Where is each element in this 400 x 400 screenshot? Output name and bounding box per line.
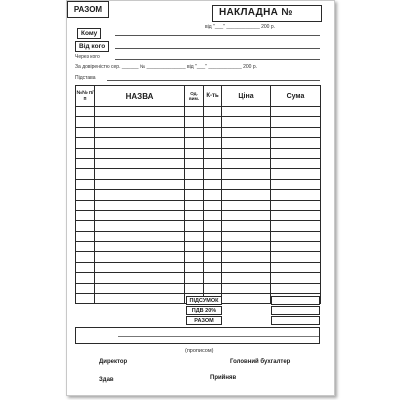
table-cell[interactable] (204, 242, 222, 252)
table-cell[interactable] (185, 273, 204, 283)
table-cell[interactable] (204, 200, 222, 210)
table-cell[interactable] (271, 107, 321, 117)
table-cell[interactable] (204, 190, 222, 200)
table-cell[interactable] (95, 273, 185, 283)
column-header-sum: Сума (271, 86, 321, 107)
table-cell[interactable] (204, 158, 222, 168)
table-row (76, 283, 321, 293)
in-words-note: (прописом) (185, 348, 214, 354)
table-cell[interactable] (271, 231, 321, 241)
table-row (76, 179, 321, 189)
table-cell[interactable] (95, 179, 185, 189)
items-table (75, 85, 321, 304)
table-cell[interactable] (271, 158, 321, 168)
table-cell[interactable] (222, 262, 271, 272)
table-row (76, 158, 321, 168)
to-field-line[interactable] (115, 35, 320, 36)
table-cell[interactable] (95, 231, 185, 241)
table-cell[interactable] (222, 169, 271, 179)
table-cell[interactable] (204, 138, 222, 148)
table-cell[interactable] (185, 190, 204, 200)
table-cell[interactable] (95, 158, 185, 168)
from-label: Від кого (75, 41, 109, 52)
table-row (76, 262, 321, 272)
table-header-row (76, 86, 321, 107)
table-cell[interactable] (185, 231, 204, 241)
table-row (76, 242, 321, 252)
column-header-price: Ціна (222, 86, 271, 107)
table-cell[interactable] (185, 117, 204, 127)
table-cell[interactable] (271, 283, 321, 293)
table-cell[interactable] (222, 179, 271, 189)
table-cell[interactable] (76, 117, 95, 127)
table-cell[interactable] (222, 252, 271, 262)
table-cell[interactable] (76, 138, 95, 148)
total-label: РАЗОМ (186, 316, 222, 325)
table-cell[interactable] (185, 169, 204, 179)
table-cell[interactable] (204, 210, 222, 220)
table-row (76, 117, 321, 127)
table-cell[interactable] (204, 273, 222, 283)
table-cell[interactable] (204, 262, 222, 272)
table-cell[interactable] (185, 283, 204, 293)
table-cell[interactable] (222, 117, 271, 127)
column-header-number: №№ п/п (76, 86, 95, 107)
table-cell[interactable] (222, 107, 271, 117)
invoice-sheet (66, 0, 335, 396)
table-cell[interactable] (76, 148, 95, 158)
table-cell[interactable] (271, 117, 321, 127)
table-cell[interactable] (222, 221, 271, 231)
table-cell[interactable] (271, 242, 321, 252)
table-cell[interactable] (76, 158, 95, 168)
table-cell[interactable] (95, 107, 185, 117)
table-cell[interactable] (76, 200, 95, 210)
table-cell[interactable] (271, 148, 321, 158)
table-cell[interactable] (76, 273, 95, 283)
table-cell[interactable] (76, 210, 95, 220)
table-cell[interactable] (204, 221, 222, 231)
table-cell[interactable] (204, 117, 222, 127)
table-cell[interactable] (222, 294, 271, 304)
table-cell[interactable] (185, 242, 204, 252)
table-cell[interactable] (76, 190, 95, 200)
table-cell[interactable] (95, 200, 185, 210)
column-header-unit: Од. вим. (185, 86, 204, 107)
table-cell[interactable] (204, 231, 222, 241)
table-cell[interactable] (222, 200, 271, 210)
table-cell[interactable] (204, 107, 222, 117)
table-row (76, 273, 321, 283)
table-cell[interactable] (185, 179, 204, 189)
table-cell[interactable] (222, 283, 271, 293)
delivered-by-signature-label: Здав (99, 377, 114, 383)
table-row (76, 127, 321, 137)
table-cell[interactable] (95, 294, 185, 304)
table-cell[interactable] (222, 242, 271, 252)
table-cell[interactable] (222, 148, 271, 158)
table-cell[interactable] (95, 242, 185, 252)
table-cell[interactable] (76, 242, 95, 252)
table-cell[interactable] (271, 127, 321, 137)
table-cell[interactable] (271, 273, 321, 283)
table-cell[interactable] (95, 169, 185, 179)
table-cell[interactable] (271, 138, 321, 148)
table-cell[interactable] (271, 190, 321, 200)
table-cell[interactable] (222, 273, 271, 283)
table-cell[interactable] (95, 221, 185, 231)
director-signature-label: Директор (99, 359, 128, 365)
table-cell[interactable] (222, 190, 271, 200)
invoice-date-line: від "___" ____________ 200 р. (205, 24, 276, 30)
table-cell[interactable] (95, 283, 185, 293)
received-by-signature-label: Прийняв (210, 375, 237, 381)
table-cell[interactable] (95, 148, 185, 158)
table-cell[interactable] (76, 107, 95, 117)
table-row (76, 231, 321, 241)
table-cell[interactable] (185, 262, 204, 272)
table-row (76, 200, 321, 210)
table-cell[interactable] (76, 221, 95, 231)
table-cell[interactable] (76, 127, 95, 137)
table-cell[interactable] (95, 190, 185, 200)
table-cell[interactable] (222, 127, 271, 137)
table-cell[interactable] (222, 158, 271, 168)
table-cell[interactable] (271, 262, 321, 272)
table-cell[interactable] (204, 179, 222, 189)
invoice-title: НАКЛАДНА № (219, 7, 293, 18)
table-row (76, 210, 321, 220)
table-cell[interactable] (76, 231, 95, 241)
vat-label: ПДВ 20% (186, 306, 222, 315)
column-header-quantity: К-ть (204, 86, 222, 107)
table-cell[interactable] (185, 127, 204, 137)
from-field-line[interactable] (115, 48, 320, 49)
table-cell[interactable] (185, 107, 204, 117)
via-label: Через кого (75, 54, 100, 60)
via-field-line[interactable] (115, 59, 320, 60)
table-cell[interactable] (95, 252, 185, 262)
subtotal-label: ПІДСУМОК (186, 296, 222, 305)
basis-label: Підстава (75, 75, 96, 81)
table-cell[interactable] (95, 127, 185, 137)
total-in-words-label: РАЗОМ (67, 1, 109, 18)
table-cell[interactable] (222, 231, 271, 241)
table-row (76, 107, 321, 117)
chief-accountant-signature-label: Головний бухгалтер (230, 359, 291, 365)
table-cell[interactable] (185, 138, 204, 148)
table-cell[interactable] (271, 252, 321, 262)
table-cell[interactable] (76, 169, 95, 179)
table-cell[interactable] (204, 283, 222, 293)
table-cell[interactable] (271, 221, 321, 231)
table-cell[interactable] (185, 158, 204, 168)
column-header-name: НАЗВА (95, 86, 185, 107)
total-in-words-line (118, 336, 319, 337)
table-cell[interactable] (185, 252, 204, 262)
table-cell[interactable] (95, 210, 185, 220)
table-row (76, 169, 321, 179)
table-cell[interactable] (76, 283, 95, 293)
table-cell[interactable] (271, 169, 321, 179)
table-row (76, 148, 321, 158)
table-cell[interactable] (204, 127, 222, 137)
table-cell[interactable] (271, 179, 321, 189)
table-cell[interactable] (76, 252, 95, 262)
table-row (76, 138, 321, 148)
to-label: Кому (77, 28, 101, 39)
table-cell[interactable] (222, 210, 271, 220)
table-cell[interactable] (204, 252, 222, 262)
table-cell[interactable] (95, 117, 185, 127)
table-cell[interactable] (271, 200, 321, 210)
total-value[interactable] (271, 316, 320, 325)
table-cell[interactable] (95, 262, 185, 272)
vat-value[interactable] (271, 306, 320, 315)
table-row (76, 190, 321, 200)
table-row (76, 221, 321, 231)
table-cell[interactable] (76, 294, 95, 304)
table-cell[interactable] (185, 221, 204, 231)
basis-field-line[interactable] (107, 80, 320, 81)
table-cell[interactable] (185, 148, 204, 158)
power-of-attorney-label: За довіреністю сер. ______ № ______________ від "___" ____________ 200 р. (75, 64, 258, 70)
table-cell[interactable] (95, 138, 185, 148)
table-row (76, 252, 321, 262)
subtotal-value[interactable] (271, 296, 320, 305)
table-cell[interactable] (185, 200, 204, 210)
table-cell[interactable] (204, 148, 222, 158)
table-cell[interactable] (271, 210, 321, 220)
table-cell[interactable] (222, 138, 271, 148)
table-cell[interactable] (76, 179, 95, 189)
table-cell[interactable] (204, 169, 222, 179)
table-cell[interactable] (76, 262, 95, 272)
table-cell[interactable] (185, 210, 204, 220)
